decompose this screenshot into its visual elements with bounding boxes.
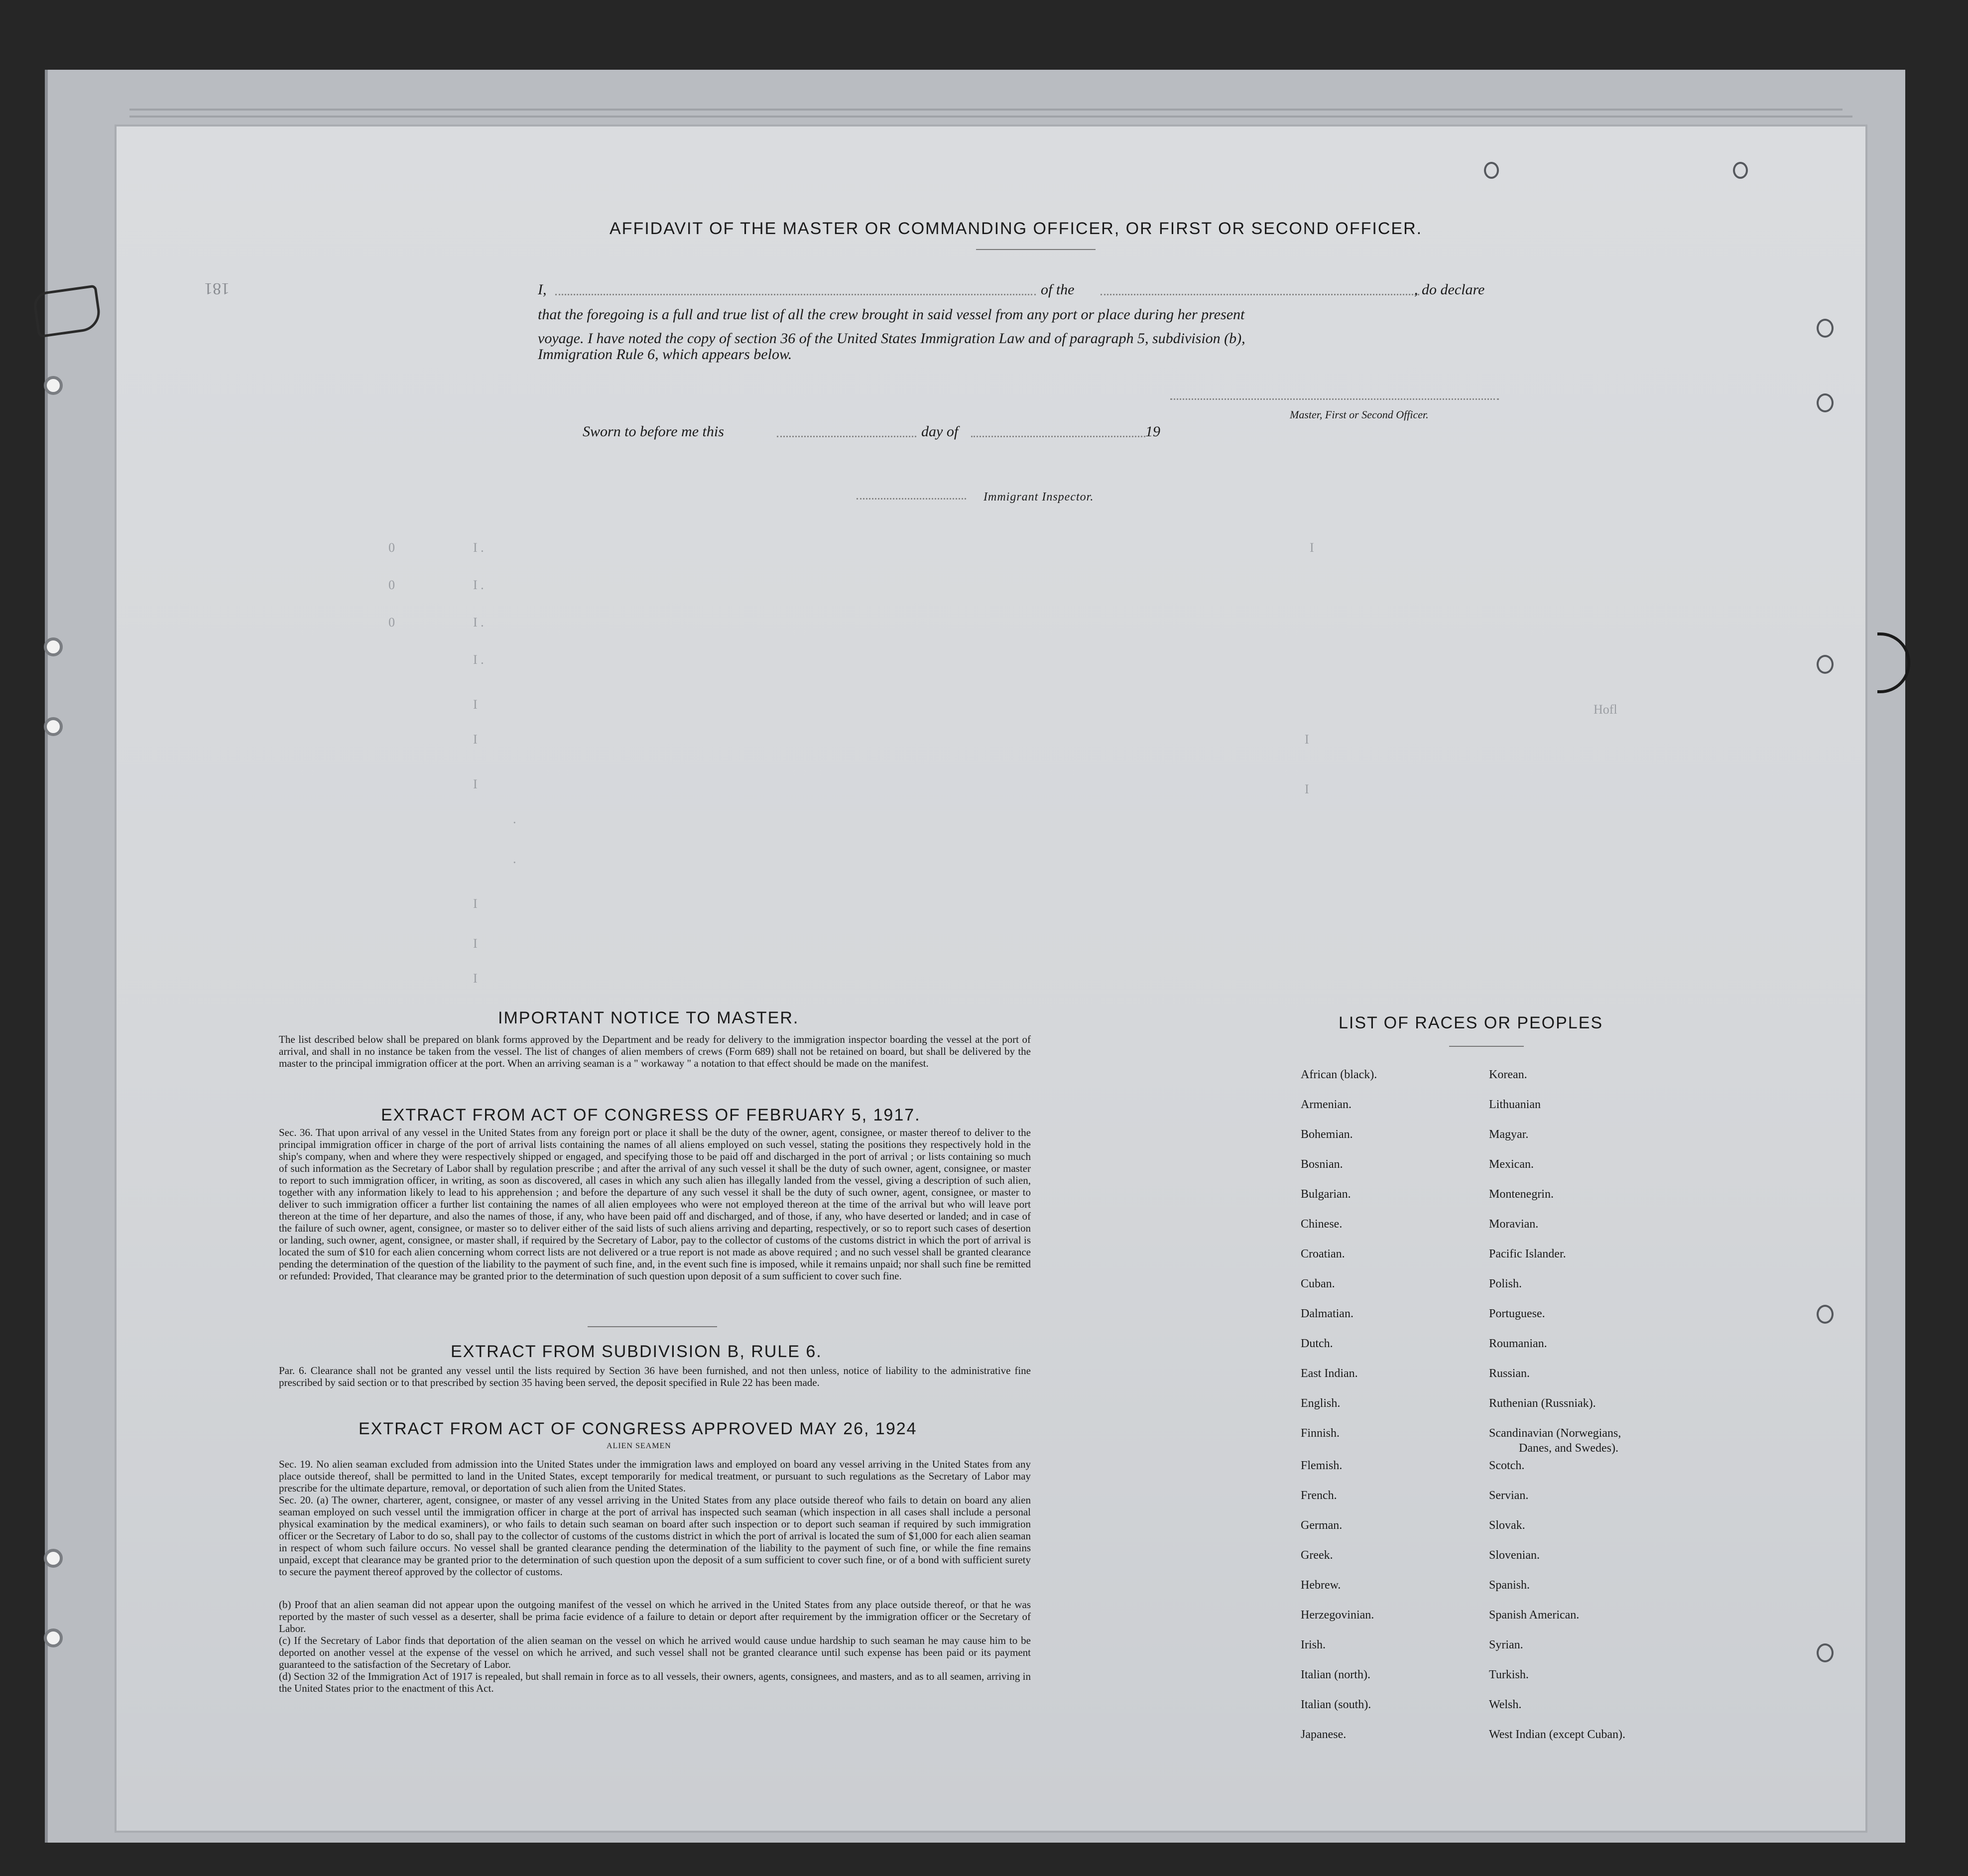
extract-rule6-body: Par. 6. Clearance shall not be granted any vessel until the lists required by Section 36 have been furnished, and not then unless, notice of liability to the administrative fine prescribed by said section or to that prescribed by section 35 having been served, the deposit specified in Rule 22 has been made. xyxy=(279,1365,1031,1388)
race-item: German. xyxy=(1301,1519,1343,1532)
race-item: Slovenian. xyxy=(1489,1549,1540,1562)
race-item: English. xyxy=(1301,1397,1341,1410)
master-signature-field[interactable] xyxy=(1170,398,1499,400)
sworn-label: Sworn to before me this xyxy=(583,423,724,440)
race-item: Pacific Islander. xyxy=(1489,1248,1566,1260)
race-item: Korean. xyxy=(1489,1068,1527,1081)
race-item: Italian (south). xyxy=(1301,1698,1371,1711)
race-item: Welsh. xyxy=(1489,1698,1522,1711)
races-title: LIST OF RACES OR PEOPLES xyxy=(1339,1013,1603,1032)
extract-1917-body: Sec. 36. That upon arrival of any vessel in the United States from any foreign port or place it shall be the duty of the owner, agent, consignee, or master thereof to deliver to the principal immigration officer in charge of the port of arrival lists containing the names of all aliens employed on such vessel, stating the positions they respectively hold in the ship's company, when and where they were respectively shipped or engaged, and specifying those to be paid off and discharged in the port of arrival ; or lists containing so much of such information as the Secretary of Labor shall by regulation prescribe ; and after the arrival of any such vessel it shall be the duty of such owner, agent, consignee, or master to report to such immigration officer, in writing, as soon as discovered, all cases in which any such alien has illegally landed from the vessel, giving a description of such alien, together with any information likely to lead to his apprehension ; and before the departure of any such vessel it shall be the duty of such owner, agent, consignee, or master to deliver to such immigration officer a further list containing the names of all alien employees who were not employed thereon at the time of the arrival but who will leave port thereon at the time of her departure, and also the names of those, if any, who have been paid off and discharged, and of those, if any, who have deserted or landed; and in case of the failure of such owner, agent, consignee, or master so to deliver either of the said lists of such aliens arriving and departing, respectively, or so to report such cases of desertion or landing, such owner, agent, consignee, or master shall, if required by the Secretary of Labor, pay to the collector of customs of the customs district in which the port of arrival is located the sum of $10 for each alien concerning whom correct lists are not delivered or a true report is not made as above required ; and no such vessel shall be granted clearance pending the determination of the question of the liability to the payment of such fine, and, in the event such fine is imposed, while it remains unpaid; nor shall such fine be remitted or refunded: Provided, That clearance may be granted prior to the determination of such question upon deposit of a sum sufficient to cover such fine. xyxy=(279,1126,1031,1282)
punch-hole xyxy=(1733,162,1748,179)
extract-1924-sec20d: (d) Section 32 of the Immigration Act of 1917 is repealed, but shall remain in force as to all vessels, their owners, agents, consignees, and masters, and as to all seamen, arriving in the United States prior to the enactment of this Act. xyxy=(279,1670,1031,1694)
extract-1924-sec19: Sec. 19. No alien seaman excluded from admission into the United States under the immigration laws and employed on board any vessel arriving in the United States from any place outside thereof, shall be permitted to land in the United States, except temporarily for medical treatment, or pursuant to such regulations as the Secretary of Labor may prescribe for the ultimate departure, removal, or deportation of such alien from the United States. xyxy=(279,1458,1031,1494)
race-item: Spanish American. xyxy=(1489,1609,1580,1622)
extract-1924-sec20a: Sec. 20. (a) The owner, charterer, agent, consignee, or master of any vessel arriving in the United States from any place outside thereof who fails to detain on board any alien seaman employed on such vessel until the immigration officer in charge at the port of arrival has inspected such seaman (which inspection in all cases shall include a personal physical examination by the medical examiners), or who fails to detain such seaman on board after such inspection or to deport such seaman if required by such immigration officer or the Secretary of Labor to do so, shall pay to the collector of customs of the customs district in which the port of arrival is located the sum of $1,000 for each alien seaman in respect of whom such failure occurs. No vessel shall be granted clearance pending the determination of the liability to the payment of such fine, or while the fine remains unpaid, except that clearance may be granted prior to the determination of such question upon the deposit of a sum sufficient to cover such fine, or of a bond with sufficient surety to secure the payment thereof approved by the collector of customs. xyxy=(279,1494,1031,1578)
race-item-continuation: Danes, and Swedes). xyxy=(1519,1442,1618,1455)
punch-hole xyxy=(1817,1305,1834,1324)
race-item: Japanese. xyxy=(1301,1728,1347,1741)
race-item: Moravian. xyxy=(1489,1218,1539,1231)
punch-hole xyxy=(1484,162,1499,179)
race-item: Servian. xyxy=(1489,1489,1529,1502)
extract-1917-title: EXTRACT FROM ACT OF CONGRESS OF FEBRUARY 5, 1917. xyxy=(381,1106,921,1125)
race-item: Scandinavian (Norwegians, xyxy=(1489,1427,1621,1440)
paper-stack-edge xyxy=(129,116,1852,118)
race-item: Chinese. xyxy=(1301,1218,1343,1231)
race-item: African (black). xyxy=(1301,1068,1377,1081)
race-item: Syrian. xyxy=(1489,1638,1523,1651)
vessel-field[interactable] xyxy=(1101,294,1419,295)
notice-body: The list described below shall be prepared on blank forms approved by the Department and be ready for delivery to the immigration inspector boarding the vessel at the port of arrival, and shall in no instance be taken from the vessel. The list of changes of alien members of crews (Form 689) shall not be retained on board, but shall be delivered by the master to the principal immigration officer at the port. When an arriving seaman is a " workaway " a notation to that effect should be made on the manifest. xyxy=(279,1033,1031,1069)
race-item: Bohemian. xyxy=(1301,1128,1353,1141)
punch-hole xyxy=(44,1549,63,1568)
race-item: Magyar. xyxy=(1489,1128,1529,1141)
extract-1924-title: EXTRACT FROM ACT OF CONGRESS APPROVED MAY 26, 1924 xyxy=(359,1419,917,1438)
race-item: Dalmatian. xyxy=(1301,1307,1353,1320)
inspector-signature-field[interactable] xyxy=(857,498,966,500)
punch-hole xyxy=(44,637,63,656)
race-item: Irish. xyxy=(1301,1638,1326,1651)
punch-hole xyxy=(1817,1643,1834,1662)
handwritten-mark xyxy=(1877,632,1910,693)
race-item: Croatian. xyxy=(1301,1248,1345,1260)
race-item: Armenian. xyxy=(1301,1098,1352,1111)
race-item: Bosnian. xyxy=(1301,1158,1343,1171)
race-item: Mexican. xyxy=(1489,1158,1534,1171)
divider xyxy=(976,249,1096,250)
of-the-label: of the xyxy=(1041,281,1075,298)
divider xyxy=(588,1326,717,1327)
punch-hole xyxy=(1817,319,1834,338)
race-item: Scotch. xyxy=(1489,1459,1525,1472)
day-field[interactable] xyxy=(777,436,916,437)
race-item: French. xyxy=(1301,1489,1337,1502)
extract-1924-subtitle: ALIEN SEAMEN xyxy=(607,1442,671,1450)
punch-hole xyxy=(44,717,63,736)
declaration-line-3: voyage. I have noted the copy of section 36 of the United States Immigration Law and of paragraph 5, subdivision (b), xyxy=(538,330,1245,347)
name-field[interactable] xyxy=(555,294,1036,295)
race-item: Greek. xyxy=(1301,1549,1333,1562)
race-item: Turkish. xyxy=(1489,1668,1529,1681)
notice-title: IMPORTANT NOTICE TO MASTER. xyxy=(498,1008,799,1027)
master-signature-label: Master, First or Second Officer. xyxy=(1290,408,1429,421)
declaration-line-2: that the foregoing is a full and true list of all the crew brought in said vessel from any port or place during her present xyxy=(538,306,1245,323)
declaration-line-4: Immigration Rule 6, which appears below. xyxy=(538,346,792,363)
race-item: Roumanian. xyxy=(1489,1337,1547,1350)
race-item: Portuguese. xyxy=(1489,1307,1545,1320)
extract-1924-sec20b: (b) Proof that an alien seaman did not appear upon the outgoing manifest of the vessel on which he arrived in the United States from any place outside thereof, or that he was reported by the master of such vessel as a deserter, shall be prima facie evidence of a failure to detain or deport after requirement by the immigration officer or the Secretary of Labor. xyxy=(279,1599,1031,1634)
race-item: East Indian. xyxy=(1301,1367,1358,1380)
do-declare-label: , do declare xyxy=(1414,281,1485,298)
race-item: Finnish. xyxy=(1301,1427,1340,1440)
race-item: Lithuanian xyxy=(1489,1098,1541,1111)
race-item: Ruthenian (Russniak). xyxy=(1489,1397,1596,1410)
year-label: 19 xyxy=(1145,423,1160,440)
race-item: Herzegovinian. xyxy=(1301,1609,1374,1622)
day-of-label: day of xyxy=(921,423,959,440)
race-item: Bulgarian. xyxy=(1301,1188,1351,1201)
paper-stack-edge xyxy=(129,109,1843,111)
race-item: Italian (north). xyxy=(1301,1668,1370,1681)
race-item: Montenegrin. xyxy=(1489,1188,1554,1201)
race-item: Cuban. xyxy=(1301,1277,1335,1290)
inspector-signature-label: Immigrant Inspector. xyxy=(984,491,1094,503)
month-field[interactable] xyxy=(971,436,1145,437)
race-item: Slovak. xyxy=(1489,1519,1525,1532)
race-item: Russian. xyxy=(1489,1367,1530,1380)
punch-hole xyxy=(44,1628,63,1647)
race-item: Spanish. xyxy=(1489,1579,1530,1592)
divider xyxy=(1449,1046,1524,1047)
race-item: Hebrew. xyxy=(1301,1579,1341,1592)
declaration-i: I, xyxy=(538,281,547,298)
margin-number: 181 xyxy=(204,279,230,298)
race-item: Flemish. xyxy=(1301,1459,1343,1472)
punch-hole xyxy=(1817,655,1834,674)
punch-hole xyxy=(1817,393,1834,412)
punch-hole xyxy=(44,376,63,395)
race-item: Dutch. xyxy=(1301,1337,1333,1350)
affidavit-title: AFFIDAVIT OF THE MASTER OR COMMANDING OFFICER, OR FIRST OR SECOND OFFICER. xyxy=(610,219,1423,238)
race-item: West Indian (except Cuban). xyxy=(1489,1728,1625,1741)
race-item: Polish. xyxy=(1489,1277,1522,1290)
extract-1924-sec20c: (c) If the Secretary of Labor finds that deportation of the alien seaman on the vessel on which he arrived would cause undue hardship to such seaman he may cause him to be deported on another vessel at the expense of the vessel on which he arrived, and such vessel shall not be granted clearance until such expense has been paid or its payment guaranteed to the satisfaction of the Secretary of Labor. xyxy=(279,1634,1031,1670)
extract-rule6-title: EXTRACT FROM SUBDIVISION B, RULE 6. xyxy=(451,1342,822,1361)
